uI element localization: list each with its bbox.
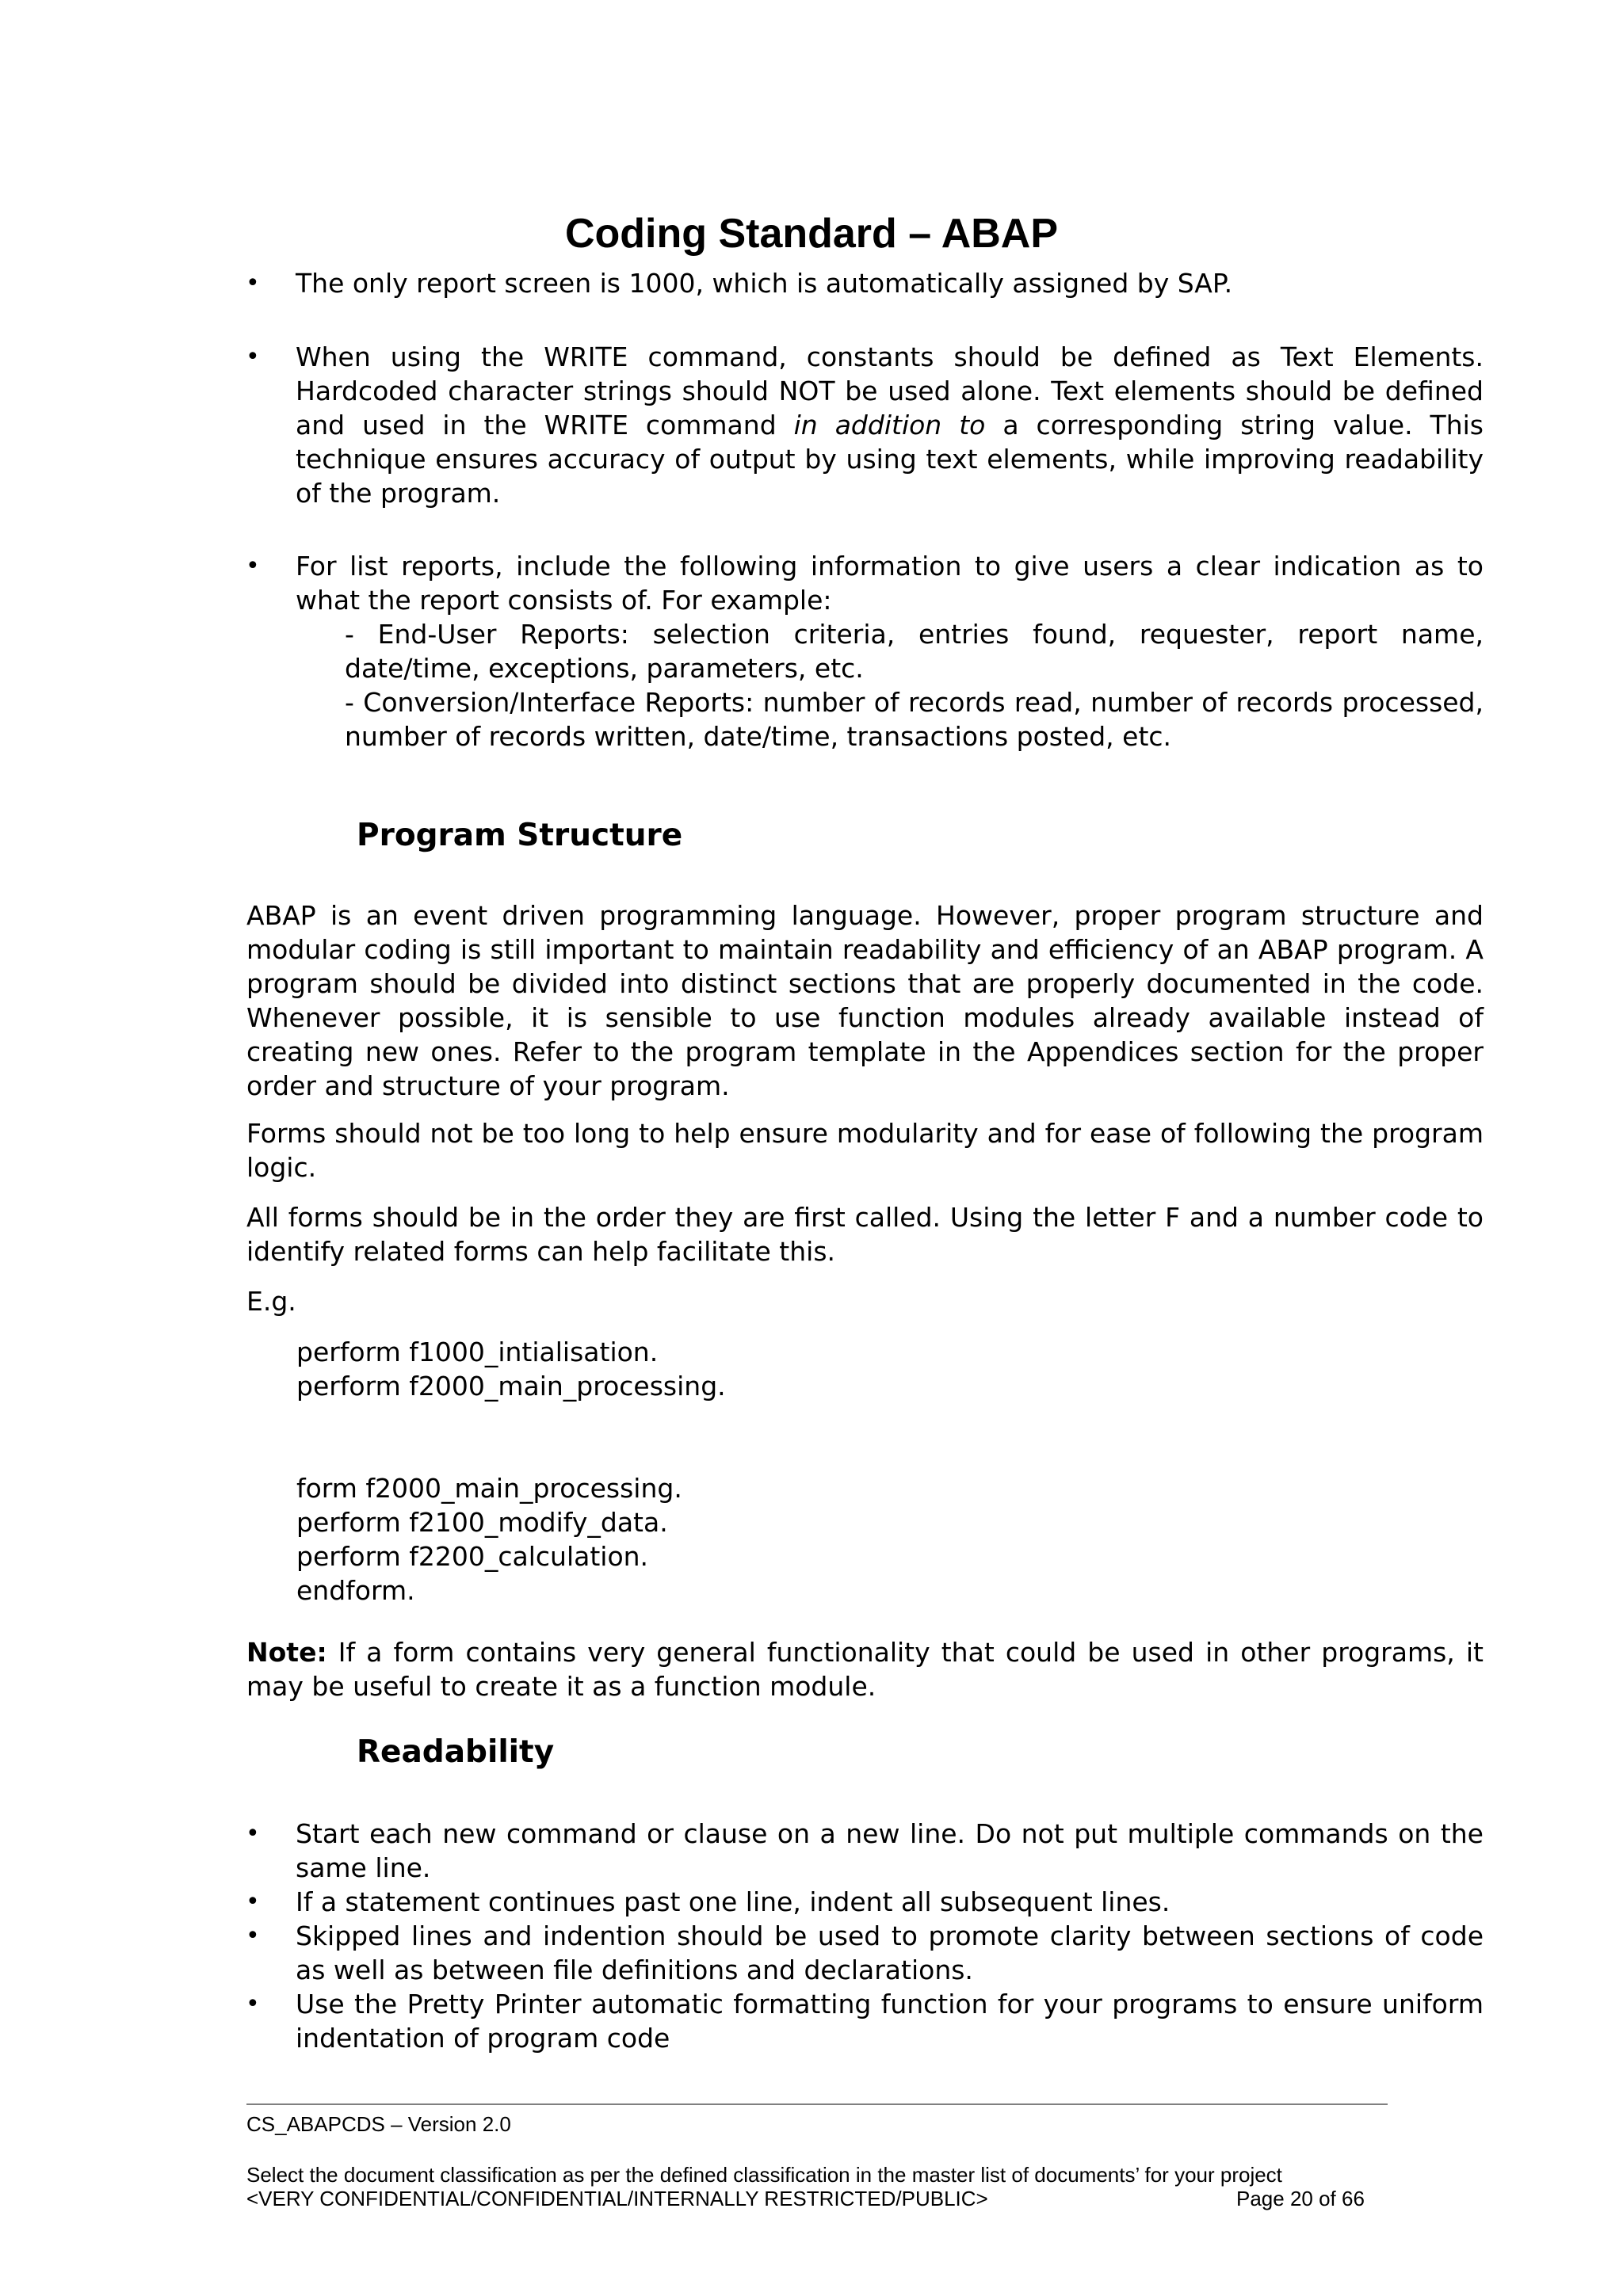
bullet-text: Skipped lines and indention should be used to promote clarity between sections of code as well as between file definitions and declarations. [296, 1920, 1484, 1985]
footer-doc-id: CS_ABAPCDS – Version 2.0 [246, 2112, 511, 2136]
section-heading-readability: Readability [357, 1734, 555, 1770]
code-line: perform f2200_calculation. [296, 1541, 649, 1572]
footer-classification-options: <VERY CONFIDENTIAL/CONFIDENTIAL/INTERNALLY RESTRICTED/PUBLIC> [246, 2187, 988, 2210]
bullet-icon: • [246, 1990, 260, 2018]
list-item [246, 1817, 1484, 1885]
bullet-content [296, 549, 1484, 753]
code-line: perform f2000_main_processing. [296, 1371, 726, 1402]
bullet-text: For list reports, include the following information to give users a clear indication as to what the report consists of. For example: [296, 551, 1484, 616]
code-line: form f2000_main_processing. [296, 1473, 682, 1504]
code-line: perform f1000_intialisation. [296, 1337, 659, 1367]
bullet-icon: • [246, 269, 260, 297]
paragraph: All forms should be in the order they are first called. Using the letter F and a number code to identify related forms can help facilitate this. [246, 1202, 1484, 1267]
emphasis-text: in addition to [793, 410, 986, 441]
code-line: endform. [296, 1575, 415, 1606]
list-item [246, 340, 1484, 510]
paragraph: ABAP is an event driven programming language. However, proper program structure and modular coding is still important to maintain readability and efficiency of an ABAP program. A program should be divided into distinct sections that are properly documented in the code. Whenever possible, it is sensible to use function modules already available instead of creating new ones. Refer to the program template in the Appendices section for the proper order and structure of your program. [246, 900, 1484, 1101]
list-item [246, 549, 1484, 753]
code-line: perform f2100_modify_data. [296, 1507, 668, 1538]
bullet-text: Start each new command or clause on a new line. Do not put multiple commands on the same line. [296, 1818, 1484, 1883]
bullet-text: Use the Pretty Printer automatic formatting function for your programs to ensure uniform indentation of program code [296, 1989, 1484, 2054]
bullet-text-part: When using the WRITE command, constants should be defined as Text Elements. Hardcoded character strings should NOT be used alone. Text elements should be defined and used in the WRITE command [296, 341, 1484, 441]
note-paragraph [246, 1635, 1484, 1703]
list-item [246, 266, 1484, 300]
page-title: Coding Standard – ABAP [564, 211, 1059, 257]
sub-list-item: - End-User Reports: selection criteria, entries found, requester, report name, date/time, exceptions, parameters, etc. [345, 619, 1484, 684]
sub-list-item: - Conversion/Interface Reports: number of records read, number of records processed, number of records written, date/time, transactions posted, etc. [345, 687, 1484, 752]
bullet-text: The only report screen is 1000, which is automatically assigned by SAP. [296, 268, 1233, 299]
bullet-text-part: a corresponding string value. This technique ensures accuracy of output by using text elements, while improving readability of the program. [296, 410, 1484, 509]
note-text: If a form contains very general functionality that could be used in other programs, it may be useful to create it as a function module. [246, 1637, 1484, 1702]
footer-divider [246, 2103, 1388, 2105]
section-heading-program-structure: Program Structure [357, 818, 683, 853]
list-item [246, 1987, 1484, 2055]
paragraph: Forms should not be too long to help ensure modularity and for ease of following the program logic. [246, 1118, 1484, 1183]
page-number: Page 20 of 66 [1236, 2187, 1365, 2210]
bullet-icon: • [246, 1820, 260, 1848]
bullet-icon: • [246, 1922, 260, 1950]
bullet-icon: • [246, 1888, 260, 1916]
list-item [246, 1885, 1484, 1919]
bullet-icon: • [246, 343, 260, 371]
example-label: E.g. [246, 1286, 296, 1317]
bullet-text [296, 340, 1484, 510]
footer-classification-note: Select the document classification as per the defined classification in the master list of documents’ for your project [246, 2163, 1282, 2187]
bullet-text: If a statement continues past one line, indent all subsequent lines. [296, 1886, 1170, 1917]
note-label: Note: [246, 1637, 327, 1668]
list-item [246, 1919, 1484, 1987]
bullet-icon: • [246, 552, 260, 580]
